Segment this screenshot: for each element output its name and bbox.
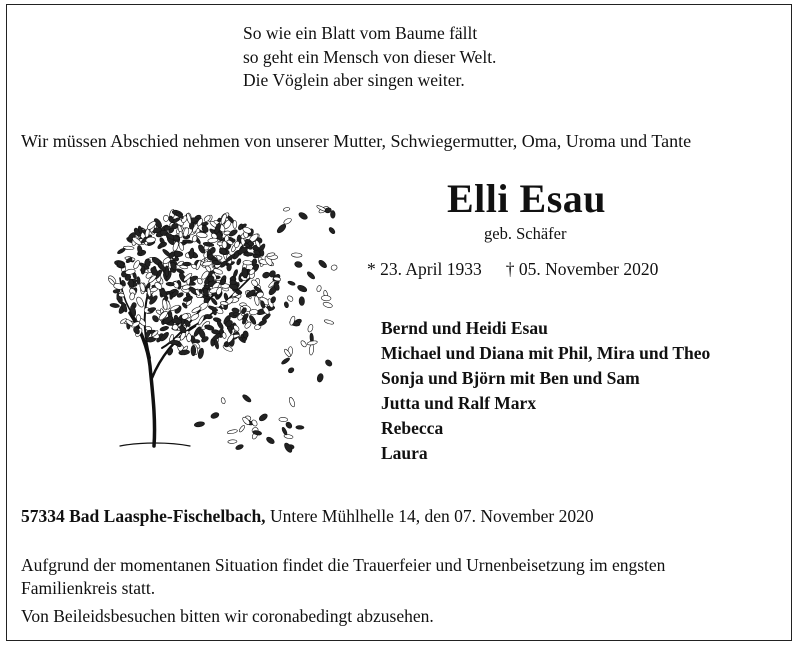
poem-line-3: Die Vöglein aber singen weiter. (243, 70, 465, 90)
birth-name: geb. Schäfer (484, 224, 567, 243)
poem-line-2: so geht ein Mensch von dieser Welt. (243, 46, 497, 67)
deceased-name: Elli Esau (447, 176, 607, 221)
family-line: Michael und Diana mit Phil, Mira und Theo (381, 343, 711, 363)
family-line: Sonja und Björn mit Ben und Sam (381, 368, 640, 388)
funeral-notice: Aufgrund der momentanen Situation findet die Trauerfeier und Urnenbeisetzung im engsten Familienkreis statt. (21, 555, 666, 598)
condolence-notice: Von Beileidsbesuchen bitten wir coronabedingt abzusehen. (21, 606, 434, 626)
poem (243, 22, 496, 93)
death-date: † 05. November 2020 (505, 259, 659, 279)
family-list (381, 316, 710, 466)
address-place: 57334 Bad Laasphe-Fischelbach, (21, 506, 266, 526)
address-rest: Untere Mühlhelle 14, den 07. November 2020 (269, 506, 594, 526)
intro-text: Wir müssen Abschied nehmen von unserer Mutter, Schwiegermutter, Oma, Uroma und Tante (21, 131, 692, 151)
family-line: Laura (381, 443, 428, 463)
poem-line-1: So wie ein Blatt vom Baume fällt (243, 23, 478, 43)
birth-date: * 23. April 1933 (367, 259, 482, 279)
family-line: Bernd und Heidi Esau (381, 318, 548, 338)
family-line: Jutta und Ralf Marx (381, 393, 537, 413)
address-line (21, 506, 594, 527)
family-line: Rebecca (381, 418, 444, 438)
windblown-tree-icon (100, 188, 340, 458)
life-dates (367, 259, 658, 280)
